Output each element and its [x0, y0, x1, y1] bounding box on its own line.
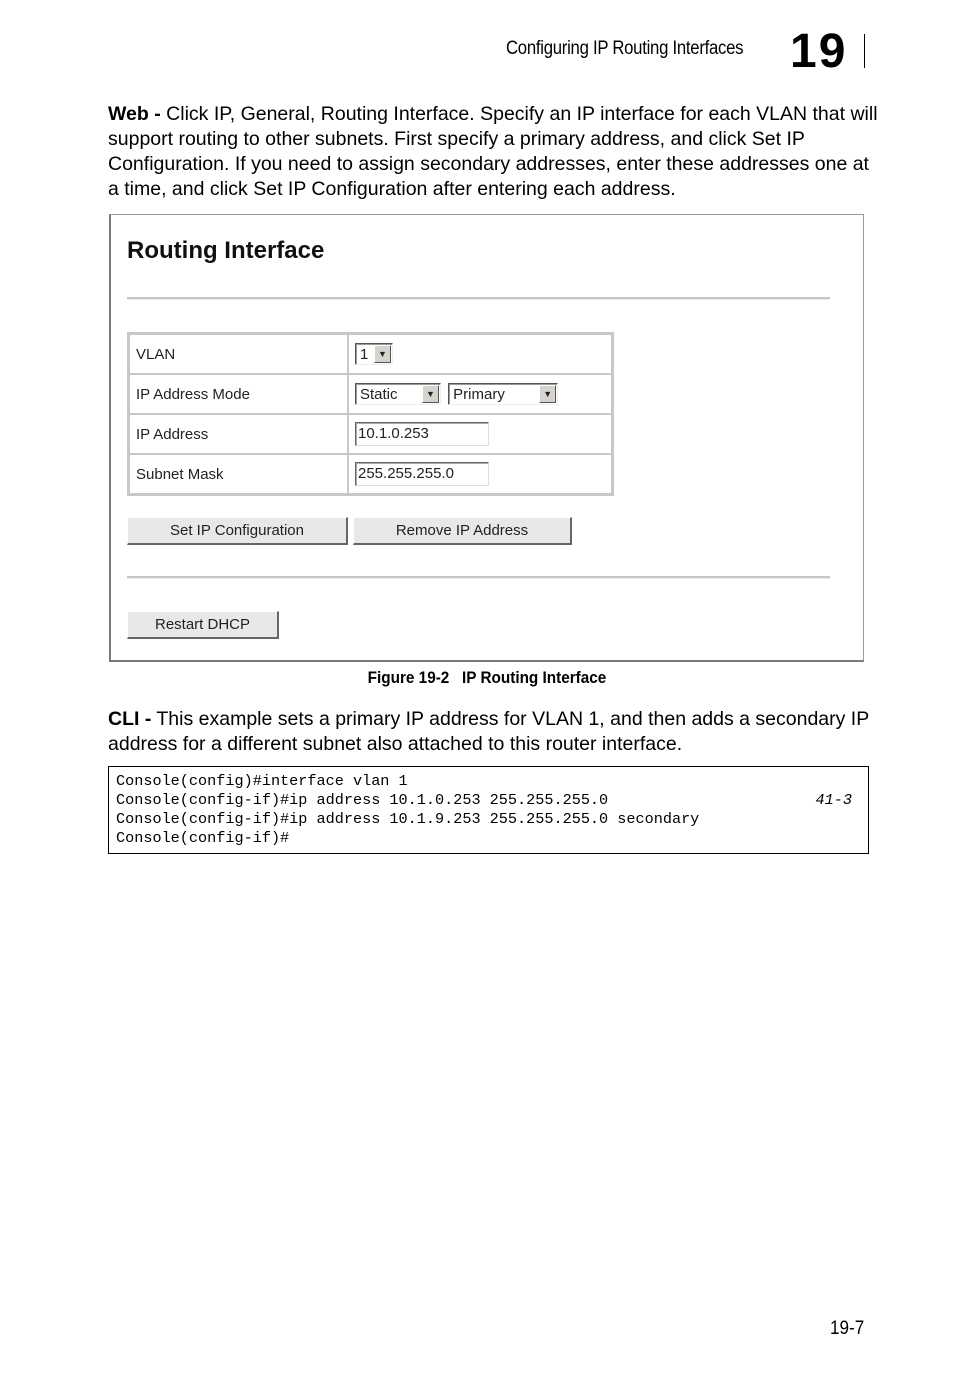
divider-bottom	[127, 576, 830, 579]
row-ip-address	[129, 414, 612, 454]
subnet-mask-label: Subnet Mask	[129, 454, 348, 494]
chevron-down-icon: ▼	[422, 385, 439, 403]
row-ip-mode	[129, 374, 612, 414]
cli-text: This example sets a primary IP address for VLAN 1, and then adds a secondary IP address for a different subnet also attached to this router interface.	[108, 708, 869, 755]
code-line: Console(config-if)#ip address 10.1.9.253 255.255.255.0 secondary	[116, 810, 700, 828]
restart-dhcp-button[interactable]: Restart DHCP	[127, 611, 279, 639]
code-line: Console(config)#interface vlan 1	[116, 772, 408, 790]
panel-title: Routing Interface	[127, 237, 325, 264]
row-subnet-mask	[129, 454, 612, 494]
remove-ip-address-button[interactable]: Remove IP Address	[353, 517, 572, 545]
cli-lead: CLI -	[108, 708, 152, 730]
web-lead: Web -	[108, 103, 161, 125]
divider-top	[127, 297, 830, 300]
web-text: Click IP, General, Routing Interface. Specify an IP interface for each VLAN that will support routing to other subnets. First specify a primary address, and click Set IP Configuration. If you need to assign secondary addresses, enter these addresses one at a time, and click Set IP Configuration after entering each address.	[108, 103, 878, 200]
row-vlan	[129, 334, 612, 374]
ip-address-label: IP Address	[129, 414, 348, 454]
chapter-rule	[864, 34, 865, 68]
ip-mode-label: IP Address Mode	[129, 374, 348, 414]
chapter-number: 19	[790, 25, 848, 78]
role-value: Primary	[453, 386, 505, 403]
mode-select[interactable]	[355, 383, 441, 405]
ip-address-input[interactable]: 10.1.0.253	[355, 422, 489, 446]
command-reference: 41-3	[815, 791, 852, 809]
running-header: Configuring IP Routing Interfaces	[506, 38, 744, 59]
subnet-mask-input[interactable]: 255.255.255.0	[355, 462, 489, 486]
code-line: Console(config-if)#	[116, 829, 290, 847]
code-line: Console(config-if)#ip address 10.1.0.253 255.255.255.0	[116, 791, 609, 809]
set-ip-configuration-button[interactable]: Set IP Configuration	[127, 517, 348, 545]
role-select[interactable]	[448, 383, 558, 405]
cli-instructions	[108, 707, 878, 757]
chevron-down-icon: ▼	[374, 345, 391, 363]
chevron-down-icon: ▼	[539, 385, 556, 403]
config-table	[127, 332, 614, 496]
figure-caption: Figure 19-2 IP Routing Interface	[367, 668, 607, 687]
page-number: 19-7	[830, 1318, 865, 1339]
mode-value: Static	[360, 386, 398, 403]
vlan-label: VLAN	[129, 334, 348, 374]
vlan-select[interactable]	[355, 343, 393, 365]
cli-code-block	[108, 766, 869, 854]
vlan-value: 1	[360, 346, 369, 363]
web-instructions	[108, 102, 878, 202]
